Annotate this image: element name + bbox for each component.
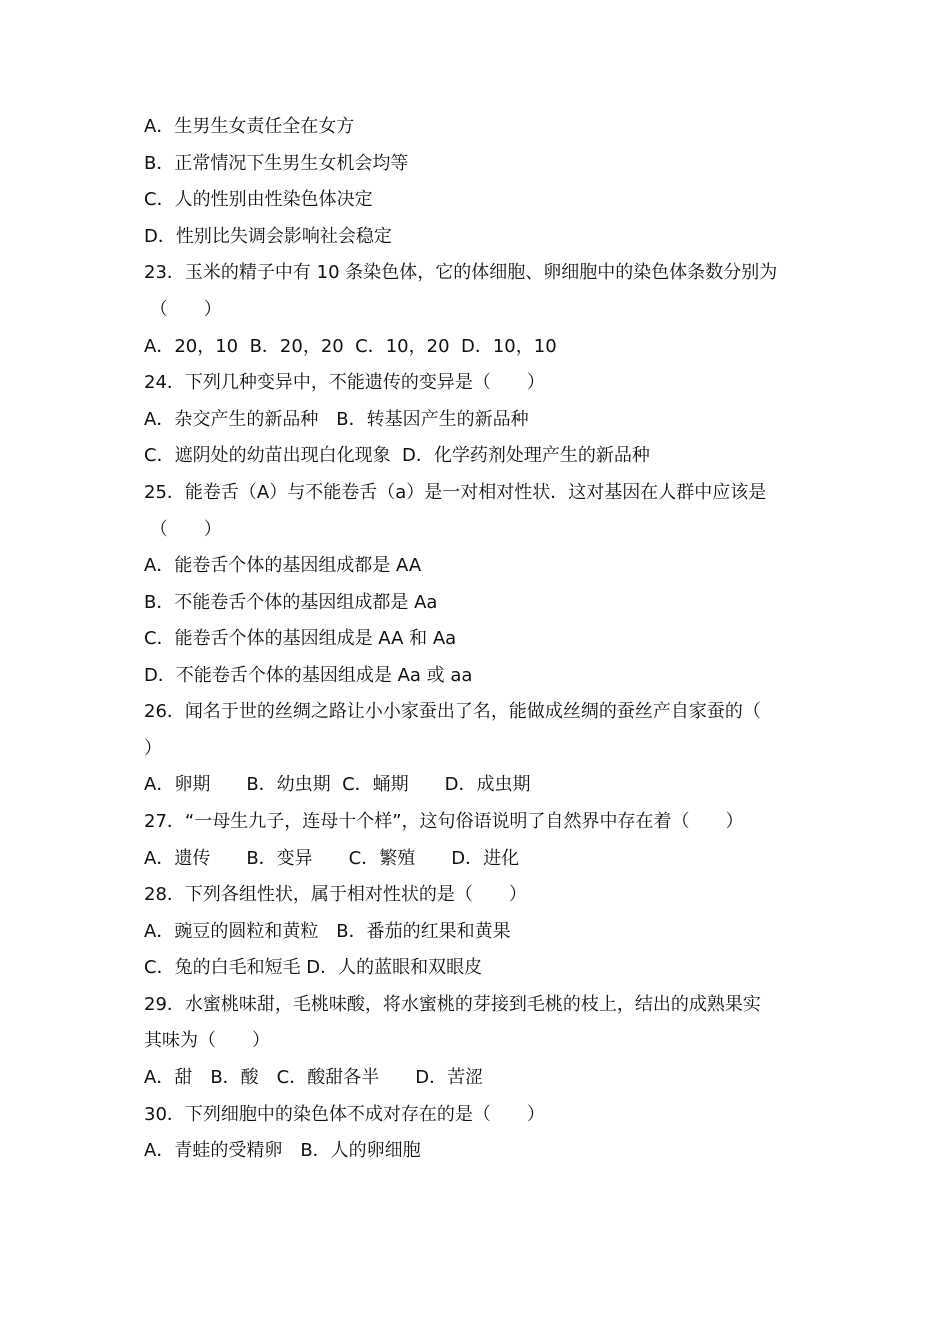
q25-option-c: C．能卷舌个体的基因组成是 AA 和 Aa: [144, 628, 457, 649]
q28-options-cd: C．兔的白毛和短毛 D．人的蓝眼和双眼皮: [144, 957, 483, 978]
q22-option-b: B．正常情况下生男生女机会均等: [144, 153, 409, 174]
q25-option-a: A．能卷舌个体的基因组成都是 AA: [144, 555, 422, 576]
q22-option-a: A．生男生女责任全在女方: [144, 116, 355, 137]
q23-stem: 23．玉米的精子中有 10 条染色体，它的体细胞、卵细胞中的染色体条数分别为: [144, 262, 778, 283]
q26-stem-cont: ）: [144, 738, 162, 759]
q30-options: A．青蛙的受精卵 B．人的卵细胞: [144, 1140, 421, 1161]
q29-stem-cont: 其味为（ ）: [144, 1030, 270, 1051]
q25-stem: 25．能卷舌（A）与不能卷舌（a）是一对相对性状．这对基因在人群中应该是: [144, 482, 767, 503]
q24-stem: 24．下列几种变异中，不能遗传的变异是（ ）: [144, 372, 545, 393]
q23-stem-cont: （ ）: [144, 299, 222, 320]
q29-stem: 29．水蜜桃味甜，毛桃味酸，将水蜜桃的芽接到毛桃的枝上，结出的成熟果实: [144, 994, 761, 1015]
q24-options-cd: C．遮阴处的幼苗出现白化现象 D．化学药剂处理产生的新品种: [144, 445, 650, 466]
q25-stem-cont: （ ）: [144, 519, 222, 540]
q26-options: A．卵期 B．幼虫期 C．蛹期 D．成虫期: [144, 774, 531, 795]
q28-options-ab: A．豌豆的圆粒和黄粒 B．番茄的红果和黄果: [144, 921, 511, 942]
q25-option-b: B．不能卷舌个体的基因组成都是 Aa: [144, 592, 438, 613]
q30-stem: 30．下列细胞中的染色体不成对存在的是（ ）: [144, 1104, 545, 1125]
q23-options: A．20，10 B．20，20 C．10，20 D．10，10: [144, 336, 557, 357]
q25-option-d: D．不能卷舌个体的基因组成是 Aa 或 aa: [144, 665, 473, 686]
q26-stem: 26．闻名于世的丝绸之路让小小家蚕出了名，能做成丝绸的蚕丝产自家蚕的（: [144, 701, 761, 722]
q28-stem: 28．下列各组性状，属于相对性状的是（ ）: [144, 884, 527, 905]
q27-stem: 27．“一母生九子，连母十个样”，这句俗语说明了自然界中存在着（ ）: [144, 811, 744, 832]
q22-option-d: D．性别比失调会影响社会稳定: [144, 226, 392, 247]
q29-options: A．甜 B．酸 C．酸甜各半 D．苦涩: [144, 1067, 484, 1088]
q27-options: A．遗传 B．变异 C．繁殖 D．进化: [144, 848, 520, 869]
q22-option-c: C．人的性别由性染色体决定: [144, 189, 373, 210]
q24-options-ab: A．杂交产生的新品种 B．转基因产生的新品种: [144, 409, 529, 430]
